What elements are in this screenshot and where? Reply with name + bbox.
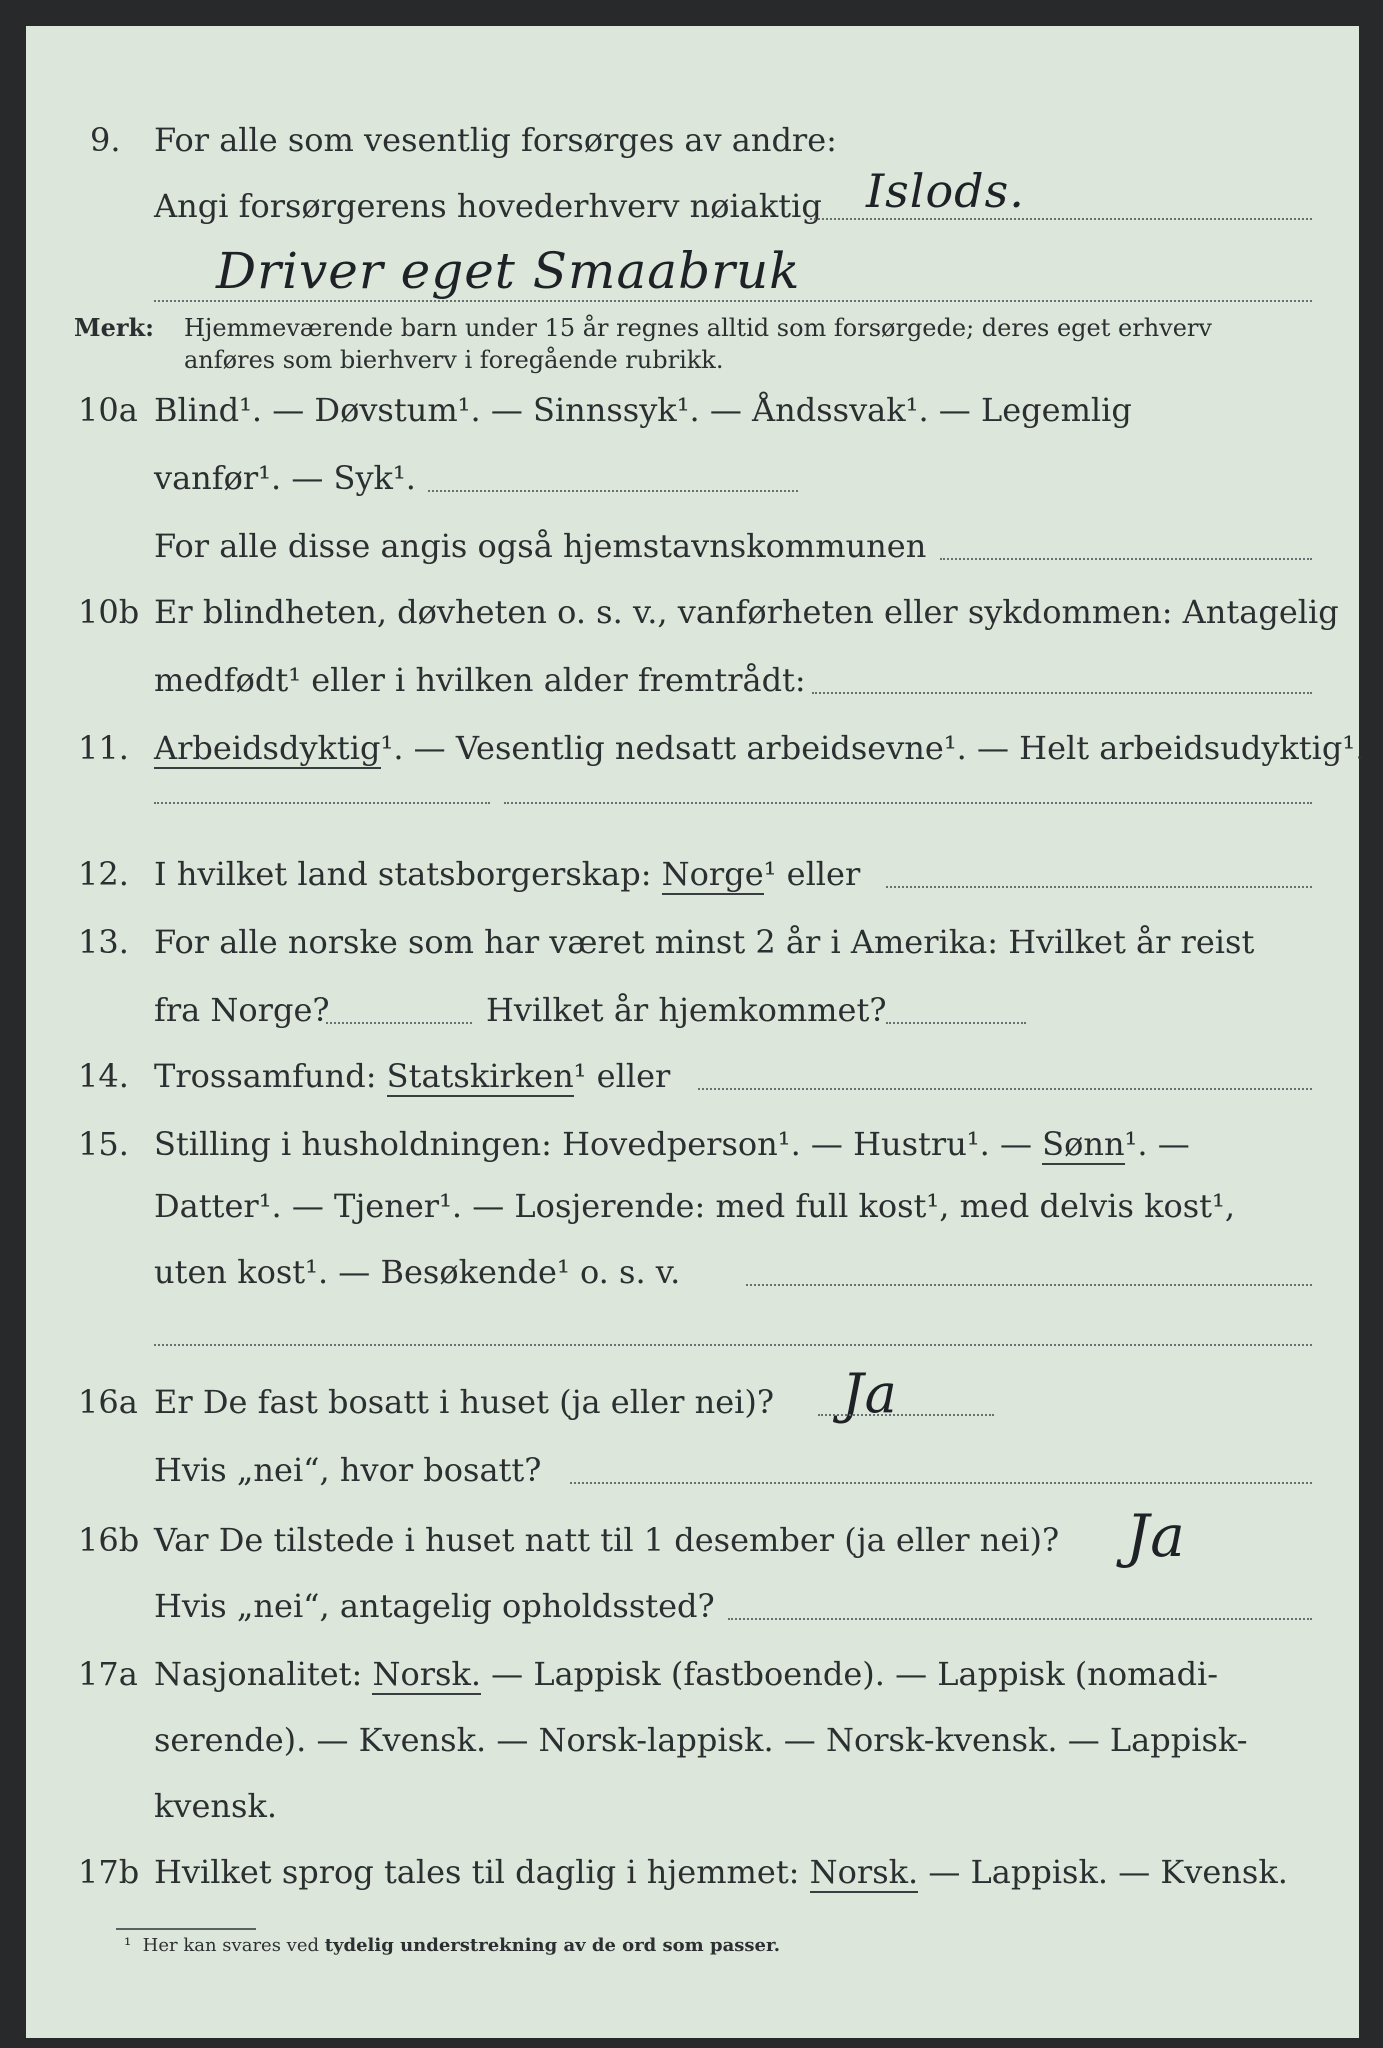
q16b-line2: Hvis „nei“, antagelig opholdssted? (154, 1587, 715, 1625)
merk-label: Merk: (74, 313, 154, 342)
q14-pre: Trossamfund: (154, 1057, 377, 1095)
q13-number: 13. (78, 923, 129, 961)
q16b-dotline (728, 1618, 1312, 1620)
q10a-line1: Blind¹. — Døvstum¹. — Sinnssyk¹. — Åndssvak¹. — Legemlig (154, 391, 1132, 429)
q16b-handwritten-answer: Ja (1126, 1502, 1186, 1570)
q14-dotline (698, 1088, 1312, 1090)
q16b-line1: Var De tilstede i huset natt til 1 desember (ja eller nei)? (154, 1521, 1060, 1559)
q14-line (154, 1056, 670, 1096)
q17a-underlined-option: Norsk. (372, 1655, 481, 1693)
q15-line1a: Stilling i husholdningen: Hovedperson¹. — Hustru¹. — (154, 1125, 1032, 1163)
q9-line1: For alle som vesentlig forsørges av andre: (154, 121, 837, 159)
q14-number: 14. (78, 1057, 129, 1095)
q16a-line1: Er De fast bosatt i huset (ja eller nei)? (154, 1383, 775, 1421)
q9-line2: Angi forsørgerens hovederhverv nøiaktig (154, 187, 822, 225)
q14-underlined-option: Statskirken (386, 1057, 574, 1095)
q17b-pre: Hvilket sprog tales til daglig i hjemmet: (154, 1853, 800, 1891)
q11-number: 11. (78, 729, 129, 767)
q16a-bosatt-dotline (570, 1482, 1312, 1484)
q10b-dotline (812, 692, 1312, 694)
q10a-line3: For alle disse angis også hjemstavnskommunen (154, 527, 927, 565)
footnote-mark: ¹ (124, 1935, 132, 1956)
q17a-line1 (154, 1654, 1218, 1694)
q15-underlined-option: Sønn (1042, 1125, 1125, 1163)
q17b-number: 17b (78, 1853, 140, 1891)
q13-line2b: Hvilket år hjemkommet? (486, 991, 887, 1029)
q16a-line2: Hvis „nei“, hvor bosatt? (154, 1451, 542, 1489)
footnote-text2: tydelig understrekning av de ord som passer. (324, 1935, 781, 1956)
q16a-number: 16a (78, 1383, 138, 1421)
q17a-pre: Nasjonalitet: (154, 1655, 363, 1693)
q17a-line3: kvensk. (154, 1787, 277, 1825)
q12-underlined-option: Norge (661, 855, 764, 893)
q10b-line2: medfødt¹ eller i hvilken alder fremtrådt: (154, 661, 806, 699)
q17b-line (154, 1852, 1288, 1892)
q11-dotline-b (504, 802, 1312, 804)
q9-number: 9. (90, 121, 121, 159)
q11-underlined-option: Arbeidsdyktig (154, 729, 381, 767)
q15-dotline (746, 1284, 1312, 1286)
q10a-number: 10a (78, 391, 138, 429)
q17a-number: 17a (78, 1655, 138, 1693)
footnote (124, 1934, 780, 1958)
q17b-post: — Lappisk. — Kvensk. (928, 1853, 1288, 1891)
q15-line1 (154, 1124, 1190, 1164)
footnote-rule (116, 1928, 256, 1930)
q15-second-dotline (154, 1344, 1312, 1346)
footnote-text1: Her kan svares ved (142, 1935, 319, 1956)
q15-number: 15. (78, 1125, 129, 1163)
q10a-kommune-dotline (940, 558, 1312, 560)
q15-line2: Datter¹. — Tjener¹. — Losjerende: med full kost¹, med delvis kost¹, (154, 1187, 1236, 1225)
census-form-page (26, 26, 1366, 2038)
q16a-handwritten-answer: Ja (842, 1362, 898, 1425)
merk-line2: anføres som bierhverv i foregående rubrikk. (184, 346, 724, 374)
q16b-number: 16b (78, 1521, 140, 1559)
q10b-line1: Er blindheten, døvheten o. s. v., vanførheten eller sykdommen: Antagelig (154, 593, 1339, 631)
q10a-syk-dotline (428, 490, 798, 492)
q9-second-dotline (154, 300, 1312, 302)
q12-pre: I hvilket land statsborgerskap: (154, 855, 652, 893)
q14-post: ¹ eller (573, 1057, 671, 1095)
q11-line (154, 728, 1365, 768)
q12-post: ¹ eller (763, 855, 861, 893)
q17a-line2: serende). — Kvensk. — Norsk-lappisk. — Norsk-kvensk. — Lappisk- (154, 1721, 1248, 1759)
merk-line1: Hjemmeværende barn under 15 år regnes alltid som forsørgede; deres eget erhverv (184, 314, 1212, 342)
q11-rest: ¹. — Vesentlig nedsatt arbeidsevne¹. — Helt arbeidsudyktig¹. (380, 729, 1366, 767)
q12-number: 12. (78, 855, 129, 893)
q9-answer-dotline (810, 218, 1312, 220)
q11-dotline-a (154, 802, 490, 804)
q9-handwritten-occupation: Islods. (866, 164, 1025, 218)
q17a-line1-rest: — Lappisk (fastboende). — Lappisk (nomadi- (491, 1655, 1219, 1693)
q13-line1: For alle norske som har været minst 2 år i Amerika: Hvilket år reist (154, 923, 1255, 961)
q10a-line2: vanfør¹. — Syk¹. (154, 459, 416, 497)
q10b-number: 10b (78, 593, 140, 631)
q17b-underlined-option: Norsk. (809, 1853, 919, 1891)
q16a-dotline (818, 1414, 994, 1416)
q12-dotline (886, 886, 1312, 888)
q13-dotline-b (886, 1022, 1026, 1024)
q15-line1b: ¹. — (1124, 1125, 1190, 1163)
q13-dotline-a (326, 1022, 472, 1024)
q13-line2a: fra Norge? (154, 991, 330, 1029)
q15-line3: uten kost¹. — Besøkende¹ o. s. v. (154, 1253, 681, 1291)
q12-line (154, 854, 860, 894)
q9-handwritten-detail: Driver eget Smaabruk (216, 242, 801, 300)
